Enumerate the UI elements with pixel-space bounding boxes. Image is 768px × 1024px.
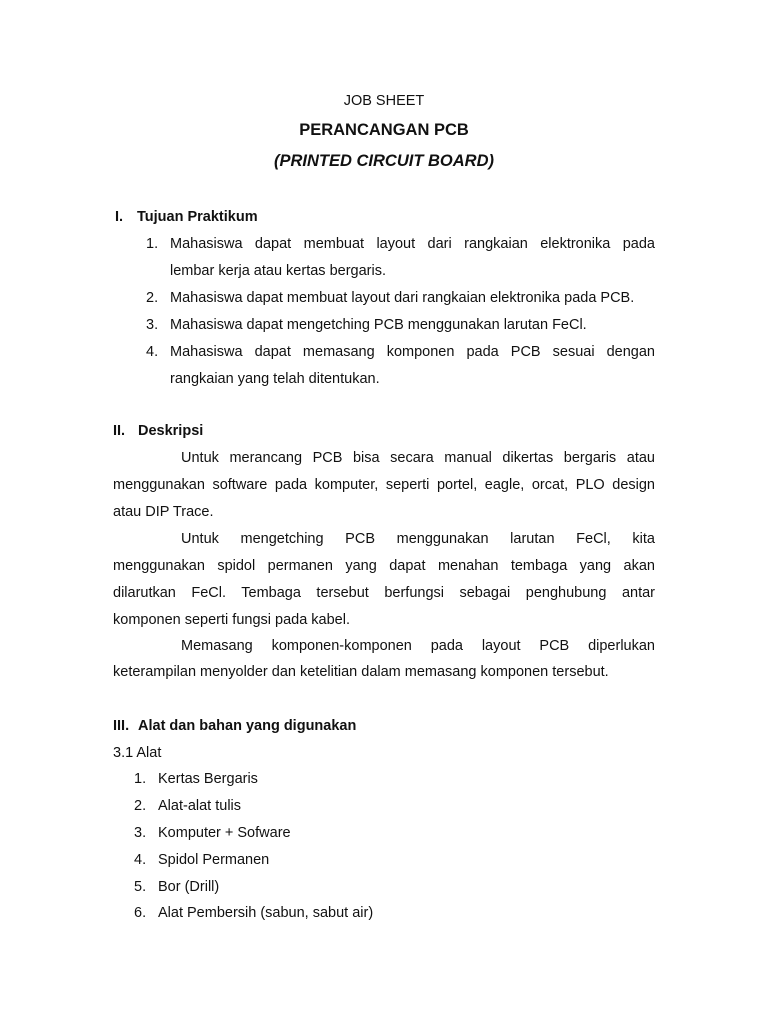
paragraph-line: Untuk merancang PCB bisa secara manual dikertas bergaris atau [181,450,655,466]
doc-subtitle: (PRINTED CIRCUIT BOARD) [274,152,494,170]
section-1-number: I. [115,209,124,225]
list-item-line: Bor (Drill) [158,879,220,895]
list-number: 2. [134,798,147,814]
list-item-line: Mahasiswa dapat memasang komponen pada PCB sesuai dengan [170,344,655,360]
section-2-heading: Deskripsi [138,423,204,439]
section-3-number: III. [113,718,130,734]
paragraph-line: dilarutkan FeCl. Tembaga tersebut berfungsi sebagai penghubung antar [113,585,655,601]
paragraph-line: menggunakan software pada komputer, seperti portel, eagle, orcat, PLO design [113,477,655,493]
list-item-line: Spidol Permanen [158,852,270,868]
list-item-line: rangkaian yang telah ditentukan. [170,371,380,387]
list-number: 1. [134,771,147,787]
list-number: 1. [146,236,159,252]
section-2-number: II. [113,423,126,439]
doc-kicker: JOB SHEET [343,93,425,109]
list-item-line: Komputer + Sofware [158,825,291,841]
list-item-line: Alat-alat tulis [158,798,242,814]
list-number: 3. [134,825,147,841]
paragraph-line: keterampilan menyolder dan ketelitian dalam memasang komponen tersebut. [113,664,609,680]
paragraph-line: menggunakan spidol permanen yang dapat menahan tembaga yang akan [113,558,655,574]
list-number: 2. [146,290,159,306]
section-1-heading: Tujuan Praktikum [137,209,258,225]
list-item-line: Kertas Bergaris [158,771,258,787]
list-number: 5. [134,879,147,895]
list-item-line: lembar kerja atau kertas bergaris. [170,263,386,279]
list-item-line: Mahasiswa dapat membuat layout dari rangkaian elektronika pada PCB. [170,290,635,306]
list-number: 6. [134,905,147,921]
doc-title: PERANCANGAN PCB [299,121,469,139]
list-item-line: Mahasiswa dapat membuat layout dari rangkaian elektronika pada [170,236,655,252]
paragraph-line: atau DIP Trace. [113,504,214,520]
subsection-heading: 3.1 Alat [113,745,162,761]
list-number: 4. [146,344,159,360]
list-item-line: Mahasiswa dapat mengetching PCB menggunakan larutan FeCl. [170,317,587,333]
list-number: 3. [146,317,159,333]
list-number: 4. [134,852,147,868]
section-3-heading: Alat dan bahan yang digunakan [138,718,357,734]
paragraph-line: komponen seperti fungsi pada kabel. [113,612,350,628]
paragraph-line: Memasang komponen-komponen pada layout PCB diperlukan [181,638,655,654]
list-item-line: Alat Pembersih (sabun, sabut air) [158,905,374,921]
paragraph-line: Untuk mengetching PCB menggunakan larutan FeCl, kita [181,531,655,547]
